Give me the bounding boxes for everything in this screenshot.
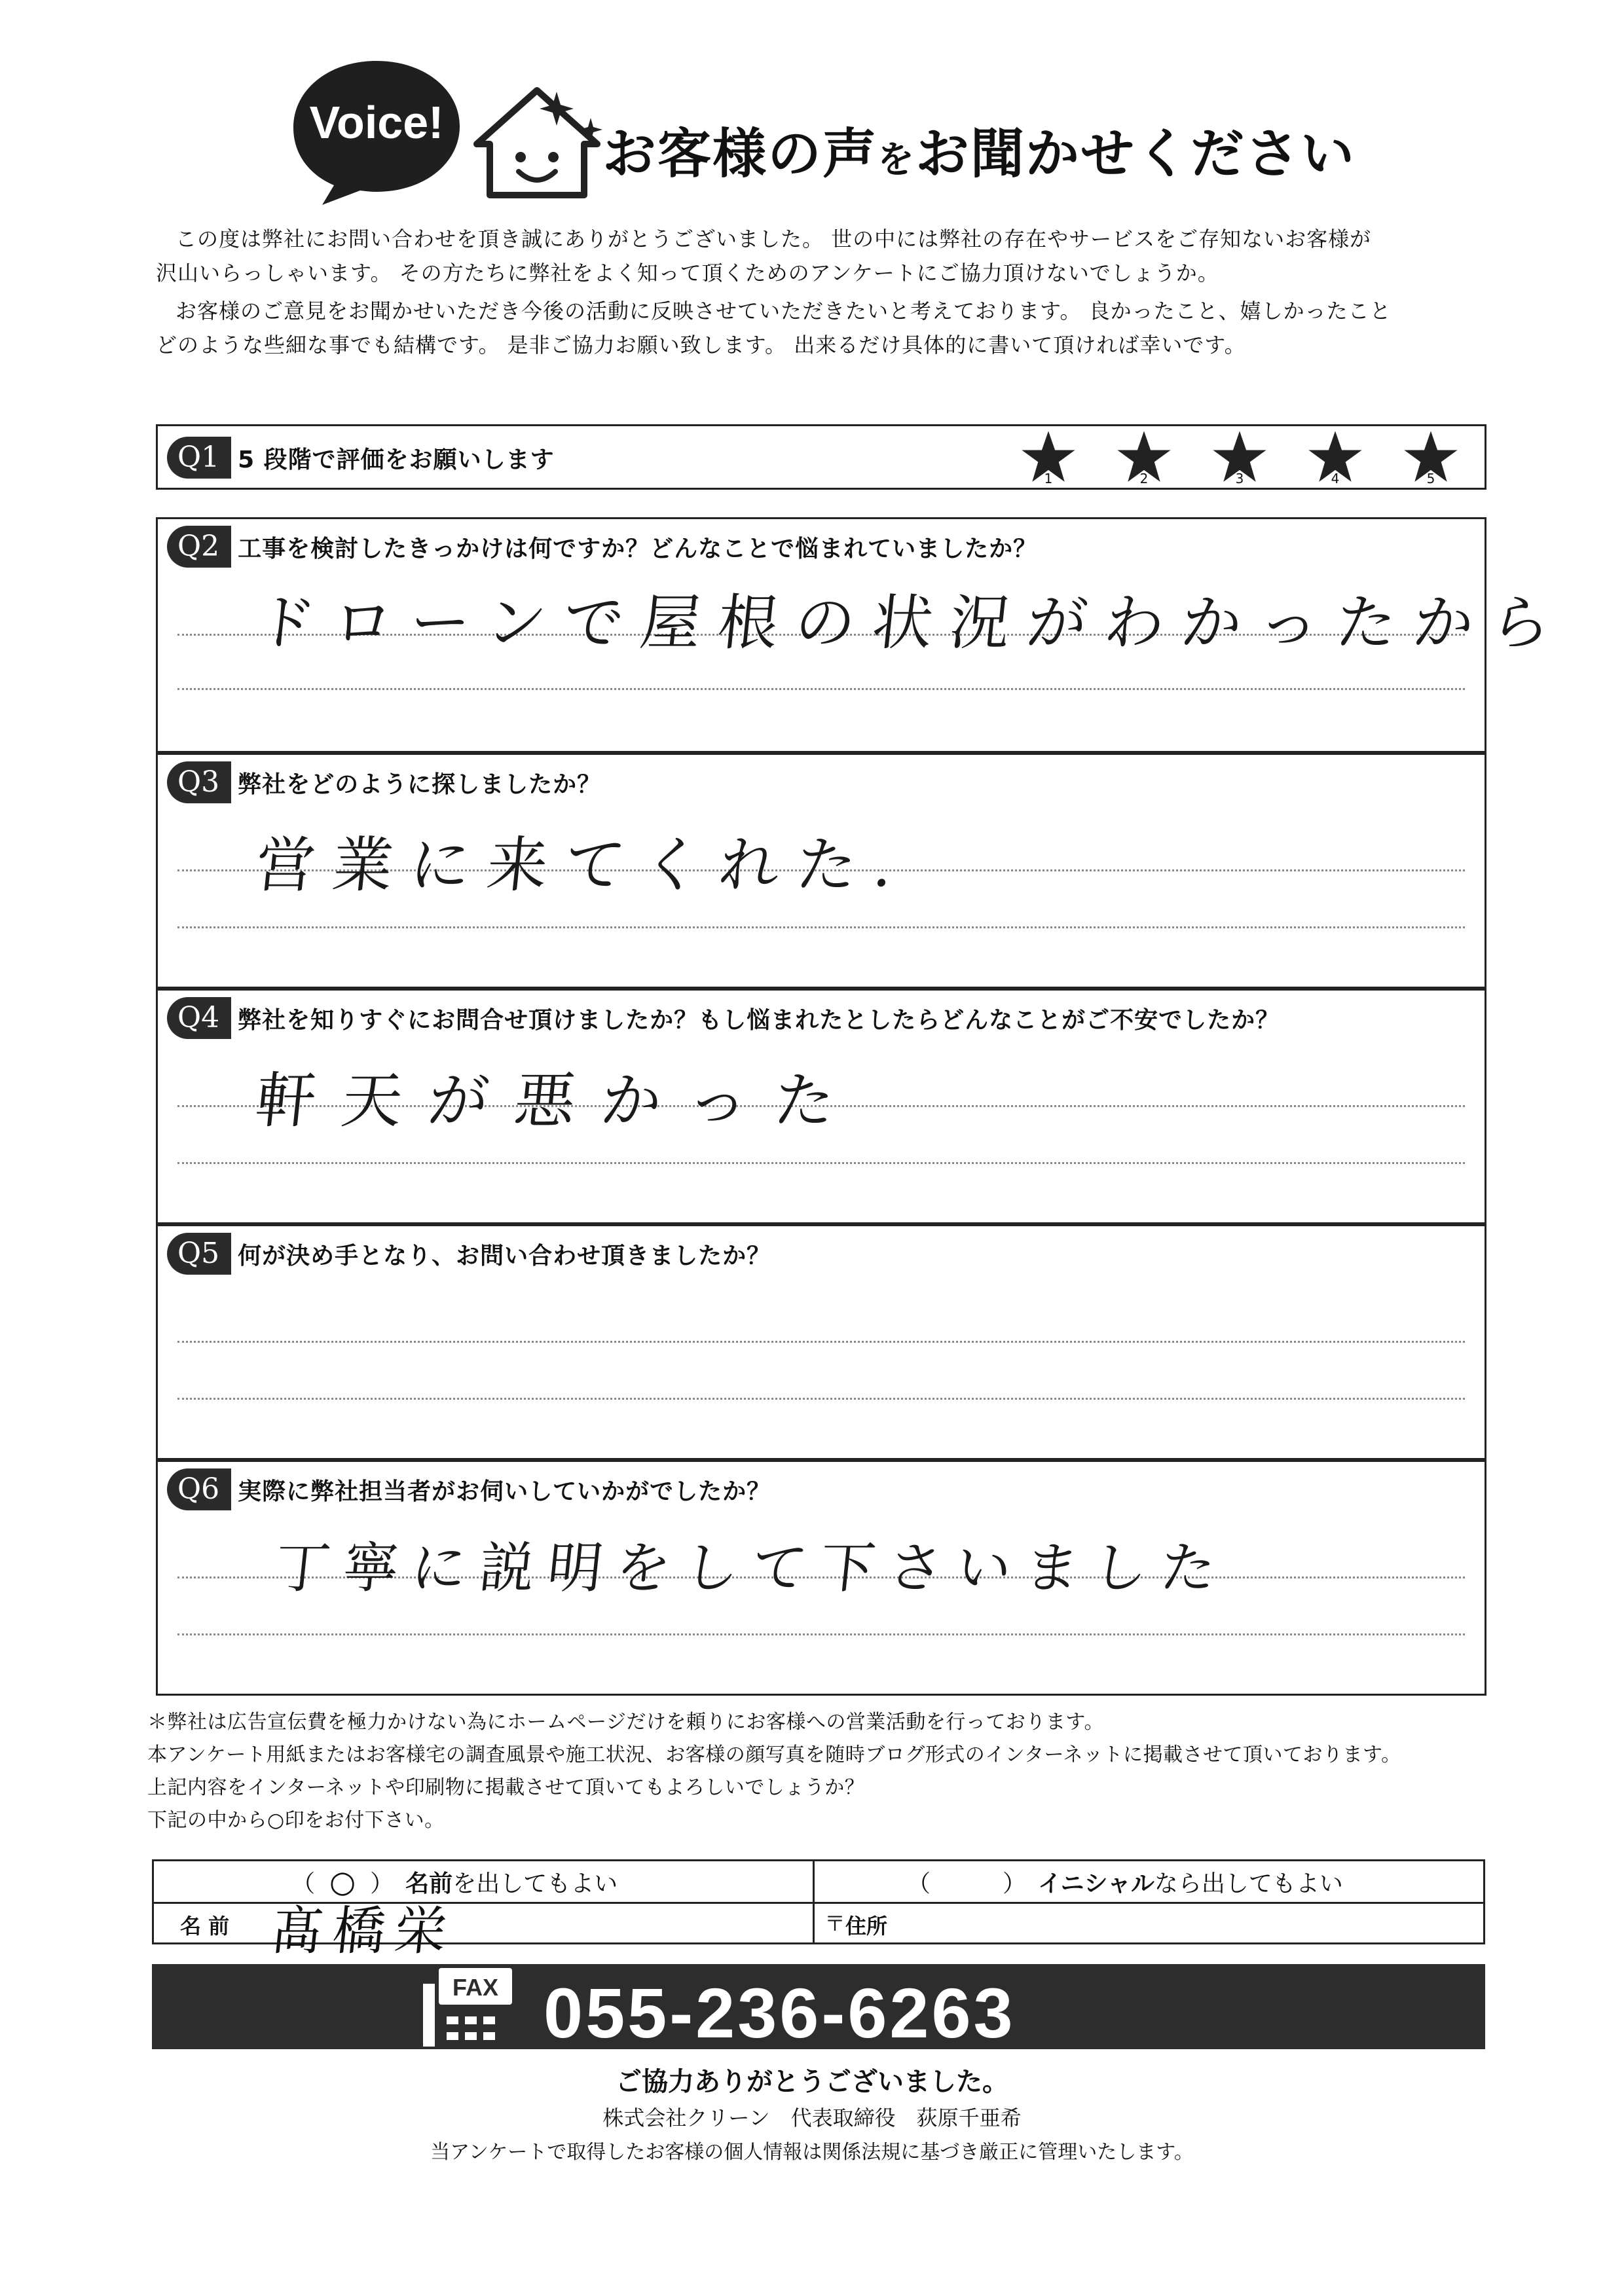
name-address-row [154,1901,1483,1961]
title-main-1: お客様の声 [602,123,878,185]
star-number-1: 1 [1044,471,1053,486]
q3-box [156,753,1486,989]
q6-handwritten-answer: 丁寧に説明をして下さいました [272,1536,1232,1600]
consent-table [152,1859,1485,1961]
paren-close: ） [1003,1870,1027,1897]
address-label: 住所 [845,1914,888,1939]
postal-mark: 〒 [824,1911,846,1936]
rating-stars[interactable] [1021,430,1458,485]
q6-label: Q6 [167,1468,231,1510]
star-number-2: 2 [1139,471,1149,486]
company-text: 株式会社クリーン 代表取締役 荻原千亜希 [602,2105,1022,2130]
note-line-2: 本アンケート用紙またはお客様宅の調査風景や施工状況、お客様の顔写真を随時ブログ形式のインターネットに掲載させて頂いております。 [147,1743,1401,1766]
paren-close: ） [370,1870,394,1897]
q4-box [156,989,1486,1224]
note-line-4: 下記の中から○印をお付下さい。 [147,1809,445,1832]
q2-label: Q2 [167,526,231,568]
intro-line-4: どのような些細な事でも結構です。 是非ご協力お願い致します。 出来るだけ具体的に書いて頂ければ幸いです。 [156,333,1246,357]
answer-line [177,1633,1465,1635]
fax-machine-icon [419,1964,517,2049]
option-initial-ok[interactable] [907,1861,1343,1902]
star-3[interactable] [1212,430,1267,485]
q1-box [156,424,1486,490]
q6-box [156,1460,1486,1696]
q4-question: 弊社を知りすぐにお問合せ頂けましたか？もし悩まれたとしたらどんなことがご不安でしたか？ [238,1006,1280,1034]
option-name-label: を出してもよい [452,1870,618,1897]
name-handwritten-value: 髙橋栄 [268,1901,460,1961]
cell-divider [813,1861,815,1902]
q4-label: Q4 [167,997,231,1039]
q3-label: Q3 [167,761,231,803]
note-line-1: ＊弊社は広告宣伝費を極力かけない為にホームページだけを頼りにお客様への営業活動を行っております。 [147,1711,1104,1734]
q5-question: 何が決め手となり、お問い合わせ頂きましたか？ [238,1242,771,1269]
answer-line [177,1341,1465,1343]
option-initial-label: なら出してもよい [1154,1870,1343,1897]
option-initial-label-bold: イニシャル [1038,1870,1154,1897]
star-number-4: 4 [1331,471,1340,486]
privacy-text: 当アンケートで取得したお客様の個人情報は関係法規に基づき厳正に管理いたします。 [430,2141,1194,2164]
intro-line-2: 沢山いらっしゃいます。 その方たちに弊社をよく知って頂くためのアンケートにご協力頂けないでしょうか。 [156,261,1219,285]
answer-line [177,1398,1465,1400]
name-label: 名 前 [180,1914,230,1939]
sparkle-icon [530,79,609,157]
q2-handwritten-answer: ドローンで屋根の状況がわかったから [251,588,1572,658]
page-title [602,111,1356,188]
q5-box [156,1224,1486,1460]
q1-question: 5 段階で評価をお願いします [238,446,555,473]
answer-line [177,926,1465,928]
option-name-mark: ○ [329,1864,356,1899]
star-number-5: 5 [1426,471,1435,486]
q6-question: 実際に弊社担当者がお伺いしていかがでしたか？ [238,1478,771,1505]
answer-line [177,688,1465,690]
answer-line [177,1162,1465,1164]
q2-question: 工事を検討したきっかけは何ですか？どんなことで悩まれていましたか？ [238,535,1038,562]
star-2[interactable] [1116,430,1172,485]
q1-label: Q1 [167,437,231,479]
note-line-3: 上記内容をインターネットや印刷物に掲載させて頂いてもよろしいでしょうか？ [147,1776,865,1799]
fax-number: 055-236-6263 [544,1973,1016,2052]
q5-label: Q5 [167,1233,231,1275]
voice-speech-bubble [288,56,465,206]
paren-open: （ [907,1870,931,1897]
option-name-label-bold: 名前 [405,1870,453,1897]
q3-question: 弊社をどのように探しましたか？ [238,771,602,798]
title-particle: を [877,139,916,181]
title-main-2: お聞かせください [915,123,1356,185]
star-5[interactable] [1403,430,1458,485]
paren-open: （ [291,1870,316,1897]
q3-handwritten-answer: 営業に来てくれた. [251,830,914,900]
star-1[interactable] [1021,430,1076,485]
fax-label: FAX [452,1974,499,2001]
intro-line-3: お客様のご意見をお聞かせいただき今後の活動に反映させていただきたいと考えております。 良かったこと、嬉しかったこと [175,299,1392,323]
voice-badge-text: Voice! [309,97,444,148]
thanks-text: ご協力ありがとうございました。 [616,2067,1008,2097]
q4-handwritten-answer: 軒天が悪かった [251,1066,864,1136]
q2-box [156,517,1572,753]
star-4[interactable] [1308,430,1363,485]
star-number-3: 3 [1235,471,1244,486]
intro-line-1: この度は弊社にお問い合わせを頂き誠にありがとうございました。 世の中には弊社の存在やサービスをご存知ないお客様が [175,227,1372,251]
cell-divider [813,1902,815,1944]
